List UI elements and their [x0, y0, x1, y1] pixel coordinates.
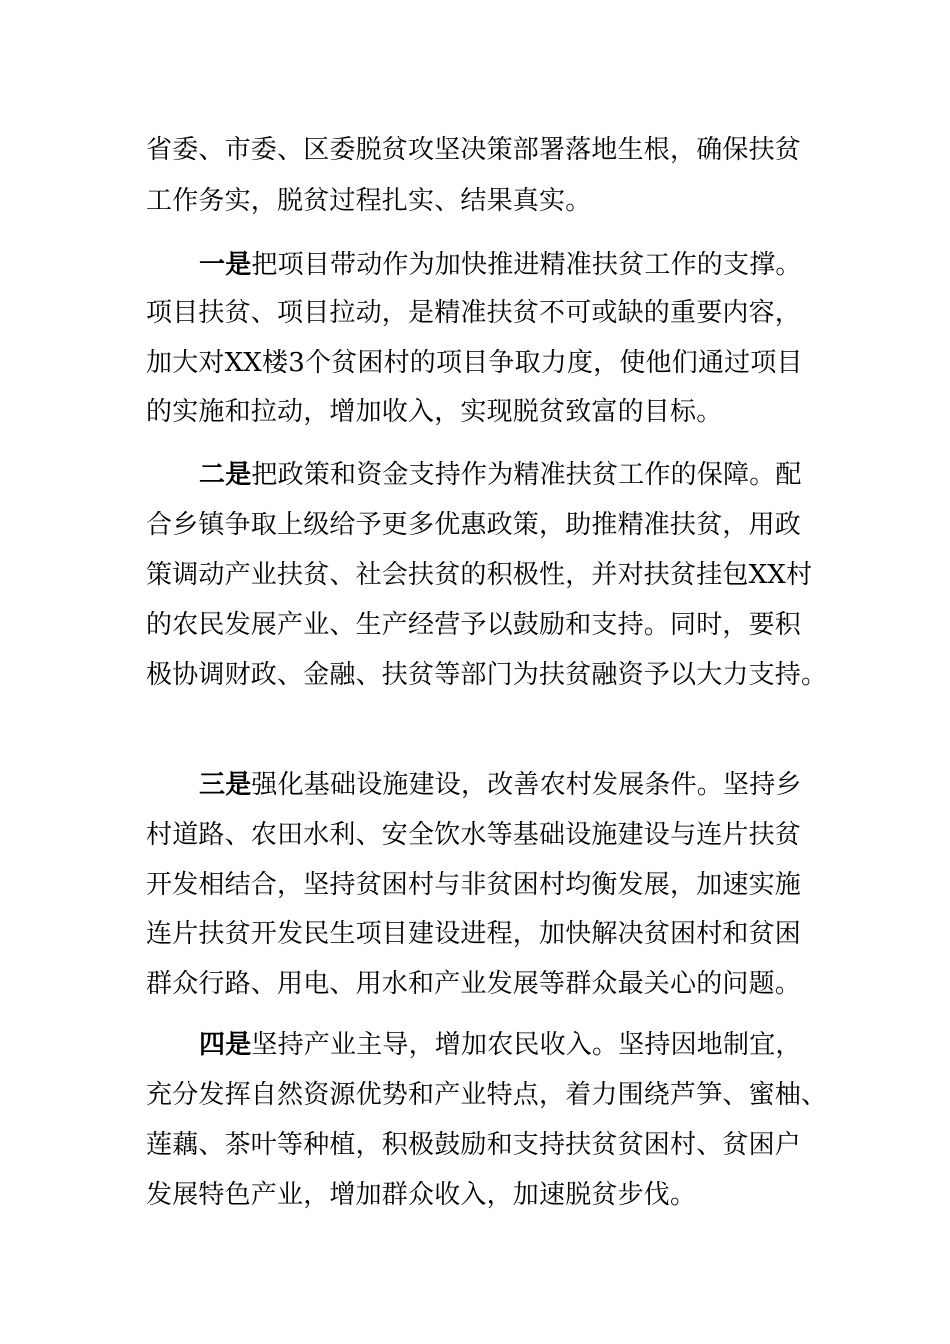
p3-line-3	[0, 865, 950, 905]
p3-line-1	[0, 765, 950, 805]
p3-line-4	[0, 914, 950, 954]
p4-line-3	[0, 1125, 950, 1165]
intro-line-2	[0, 181, 950, 221]
p2-line-2	[0, 505, 950, 545]
p2-line-1	[0, 455, 950, 495]
p1-line-2	[0, 293, 950, 333]
p4-line-4	[0, 1175, 950, 1215]
p4-text-3: 莲藕、茶叶等种植，积极鼓励和支持扶贫贫困村、贫困户	[146, 1130, 802, 1160]
p2-text-4: 的农民发展产业、生产经营予以鼓励和支持。同时，要积	[146, 610, 802, 640]
p1-text-3: 加大对XX楼3个贫困村的项目争取力度，使他们通过项目	[146, 348, 803, 378]
p1-text-2: 项目扶贫、项目拉动，是精准扶贫不可或缺的重要内容，	[146, 298, 802, 328]
p2-text-2: 合乡镇争取上级给予更多优惠政策，助推精准扶贫，用政	[146, 510, 802, 540]
p4-lead: 四是	[199, 1030, 252, 1060]
p2-text-3: 策调动产业扶贫、社会扶贫的积极性，并对扶贫挂包XX村	[146, 560, 813, 590]
p3-text-2: 村道路、农田水利、安全饮水等基础设施建设与连片扶贫	[146, 820, 802, 850]
p1-line-1	[0, 245, 950, 285]
intro-text-1: 省委、市委、区委脱贫攻坚决策部署落地生根，确保扶贫	[146, 135, 802, 165]
p2-lead: 二是	[199, 460, 252, 490]
p1-line-4	[0, 392, 950, 432]
p3-line-2	[0, 815, 950, 855]
p2-line-5	[0, 655, 950, 695]
p1-first-line: 把项目带动作为加快推进精准扶贫工作的支撑。	[251, 250, 802, 280]
p2-first-line: 把政策和资金支持作为精准扶贫工作的保障。配	[251, 460, 802, 490]
p1-line-3	[0, 343, 950, 383]
p2-text-5: 极协调财政、金融、扶贫等部门为扶贫融资予以大力支持。	[146, 660, 828, 690]
p3-text-4: 连片扶贫开发民生项目建设进程，加快解决贫困村和贫困	[146, 919, 802, 949]
p3-lead: 三是	[199, 770, 252, 800]
p3-first-line: 强化基础设施建设，改善农村发展条件。坚持乡	[251, 770, 802, 800]
p3-text-3: 开发相结合，坚持贫困村与非贫困村均衡发展，加速实施	[146, 870, 802, 900]
p4-line-1	[0, 1025, 950, 1065]
p2-line-3	[0, 555, 950, 595]
p3-line-5	[0, 964, 950, 1004]
p4-text-2: 充分发挥自然资源优势和产业特点，着力围绕芦笋、蜜柚、	[146, 1080, 828, 1110]
p4-first-line: 坚持产业主导，增加农民收入。坚持因地制宜，	[251, 1030, 802, 1060]
p1-lead: 一是	[199, 250, 252, 280]
p3-text-5: 群众行路、用电、用水和产业发展等群众最关心的问题。	[146, 969, 802, 999]
p4-text-4: 发展特色产业，增加群众收入，加速脱贫步伐。	[146, 1180, 697, 1210]
p2-line-4	[0, 605, 950, 645]
p1-text-4: 的实施和拉动，增加收入，实现脱贫致富的目标。	[146, 397, 723, 427]
intro-text-2: 工作务实，脱贫过程扎实、结果真实。	[146, 186, 592, 216]
intro-line-1	[0, 130, 950, 170]
p4-line-2	[0, 1075, 950, 1115]
